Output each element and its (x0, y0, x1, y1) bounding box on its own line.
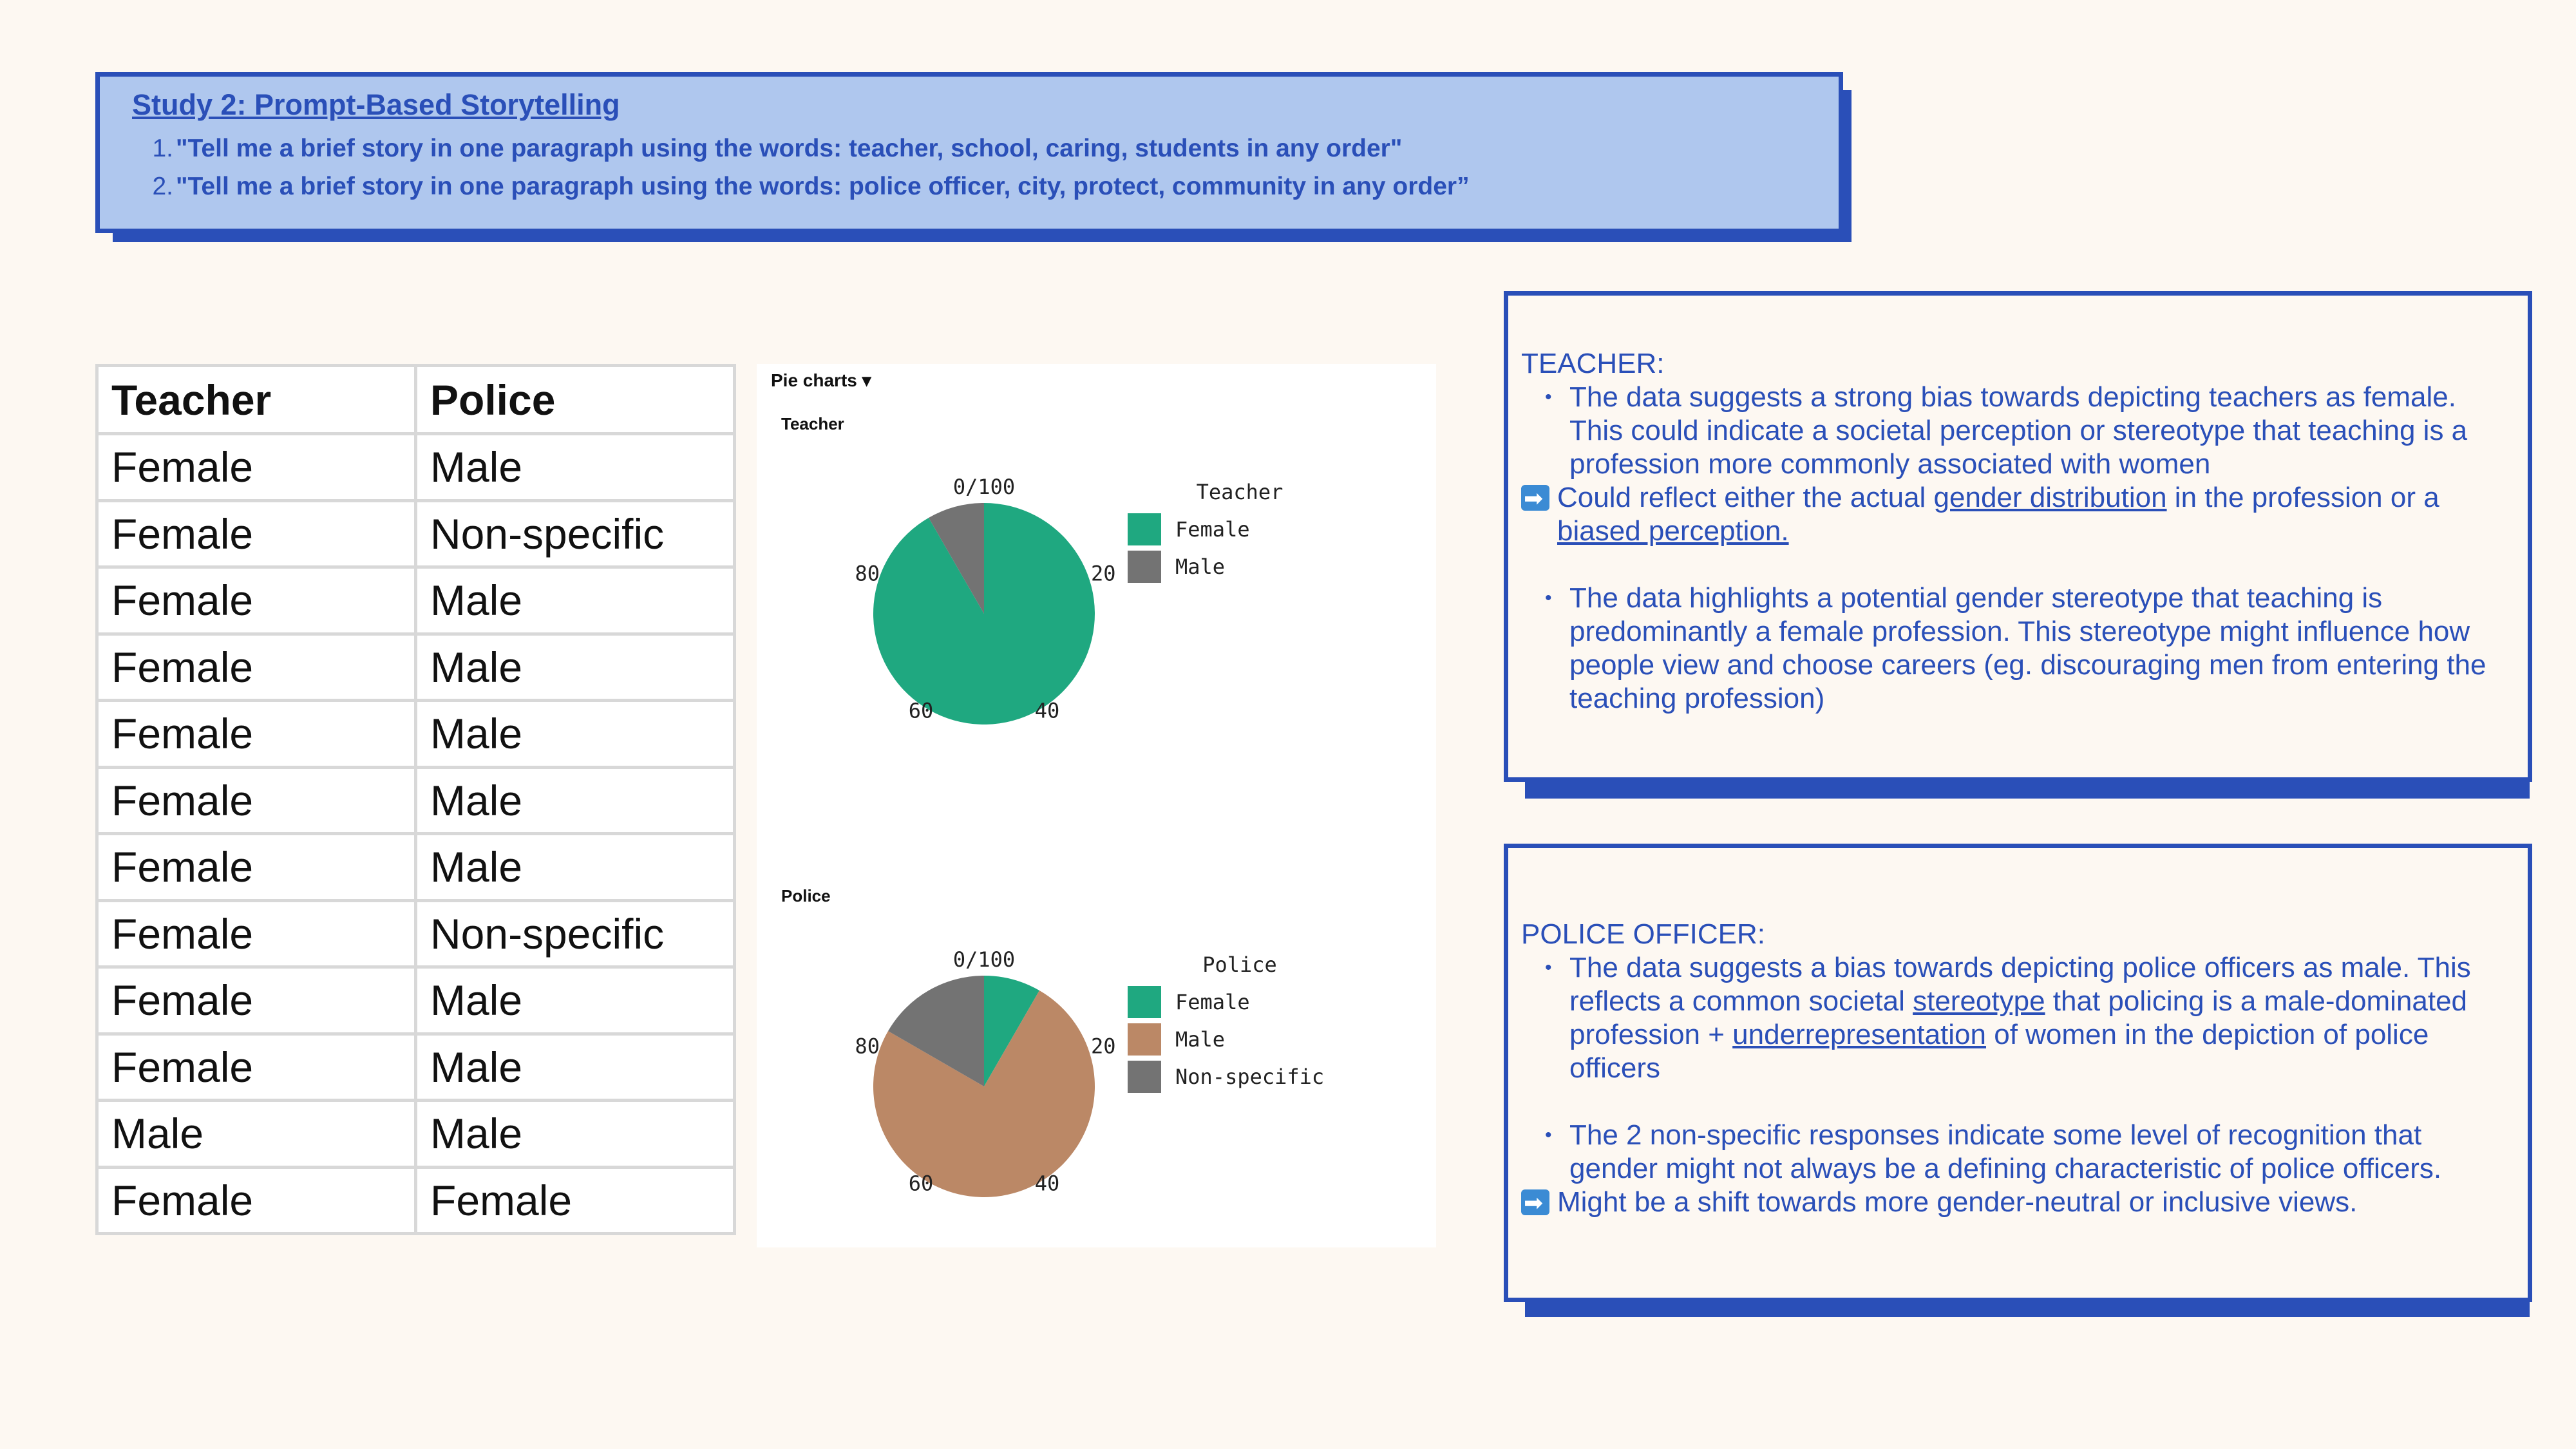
header-box (95, 72, 1843, 233)
teacher-note-bullets (1521, 381, 2515, 481)
prompt-text: "Tell me a brief story in one paragraph using the words: police officer, city, protect, community in any order” (176, 173, 1470, 200)
table-row (97, 900, 735, 967)
arrow-right-icon (1521, 1189, 1549, 1215)
teacher-legend-title: Teacher (1196, 480, 1283, 504)
table-cell: Male (416, 1034, 735, 1101)
underrepresentation-link[interactable]: underrepresentation (1732, 1019, 1986, 1050)
pie-scale-label: 20 (1091, 561, 1116, 586)
note-bullet: • The data highlights a potential gender stereotype that teaching is predominantly a female profession. This stereotype might influence how people view and choose careers (eg. discouraging men from entering the teaching profession) (1569, 582, 2515, 715)
teacher-note-heading: TEACHER: (1521, 348, 1665, 379)
arrow-text: in the profession or a (2166, 482, 2439, 513)
prompt-list (145, 129, 1470, 205)
teacher-chart-title: Teacher (781, 414, 844, 433)
teacher-arrow-line (1521, 481, 2515, 548)
pie-scale-label: 20 (1091, 1034, 1116, 1059)
table-cell: Male (416, 967, 735, 1034)
table-row (97, 567, 735, 634)
pie-scale-label: 60 (908, 698, 934, 723)
table-row (97, 434, 735, 501)
police-note-bullets-2 (1521, 1119, 2515, 1186)
table-cell: Non-specific (416, 900, 735, 967)
table-cell: Male (416, 567, 735, 634)
column-header-teacher: Teacher (97, 366, 416, 434)
police-arrow-line (1521, 1186, 2515, 1219)
pie-charts-dropdown[interactable]: Pie charts ▾ (771, 370, 871, 390)
bullet-text: The data suggests a bias towards depicting police officers as male. This reflects a common societal (1569, 952, 2471, 1017)
note-bullet (1569, 951, 2515, 1085)
responses-table (95, 364, 736, 1235)
table-row (97, 701, 735, 768)
table-row (97, 834, 735, 901)
table-row (97, 767, 735, 834)
pie-scale-label: 80 (855, 561, 880, 586)
table-header-row (97, 366, 735, 434)
biased-perception-link[interactable]: biased perception. (1557, 515, 1789, 547)
legend-label: Non-specific (1175, 1065, 1325, 1089)
police-note-bullets (1521, 951, 2515, 1085)
table-cell: Male (416, 634, 735, 701)
prompt-item (145, 167, 1470, 205)
table-cell: Female (97, 701, 416, 768)
arrow-right-icon (1521, 485, 1549, 511)
police-note-content (1521, 918, 2515, 1219)
table-cell: Female (97, 1034, 416, 1101)
spacer (1521, 548, 2515, 582)
prompt-text: "Tell me a brief story in one paragraph using the words: teacher, school, caring, students in any order" (176, 135, 1403, 162)
table-cell: Female (97, 567, 416, 634)
arrow-text: Could reflect either the actual (1557, 482, 1934, 513)
column-header-police: Police (416, 366, 735, 434)
table-cell: Male (416, 434, 735, 501)
table-cell: Female (97, 767, 416, 834)
legend-swatch (1128, 986, 1161, 1018)
prompt-item (145, 129, 1470, 167)
police-note-heading: POLICE OFFICER: (1521, 918, 1765, 950)
pie-scale-label: 0/100 (952, 475, 1016, 499)
legend-swatch (1128, 1061, 1161, 1093)
table-cell: Female (97, 500, 416, 567)
police-note-box (1504, 844, 2532, 1302)
pie-scale-label: 40 (1034, 1171, 1060, 1196)
table-cell: Female (97, 834, 416, 901)
pie-charts-svg (757, 364, 1436, 1247)
table-row (97, 1034, 735, 1101)
table-cell: Male (97, 1101, 416, 1168)
bullet-text: that policing is a male-dominated profession + (1569, 985, 2468, 1050)
legend-label: Female (1175, 990, 1250, 1014)
table-cell: Male (416, 767, 735, 834)
police-chart-title: Police (781, 886, 831, 905)
pie-scale-label: 60 (908, 1171, 934, 1196)
page-title: Study 2: Prompt-Based Storytelling (132, 88, 620, 121)
stereotype-link[interactable]: stereotype (1913, 985, 2045, 1017)
table-row (97, 500, 735, 567)
teacher-arrow-text (1557, 481, 2515, 548)
spacer (1521, 1085, 2515, 1119)
prompt-number: 1. (152, 135, 173, 162)
police-legend-title: Police (1202, 952, 1277, 977)
table-cell: Male (416, 1101, 735, 1168)
table-cell: Female (97, 900, 416, 967)
pie-scale-label: 80 (855, 1034, 880, 1059)
pie-chart-panel (757, 364, 1436, 1247)
legend-swatch (1128, 551, 1161, 583)
table-cell: Male (416, 834, 735, 901)
table-cell: Female (97, 634, 416, 701)
note-bullet: • The 2 non-specific responses indicate some level of recognition that gender might not always be a defining characteristic of police officers. (1569, 1119, 2515, 1186)
police-arrow-text: Might be a shift towards more gender-neutral or inclusive views. (1557, 1186, 2358, 1218)
legend-label: Male (1175, 554, 1226, 579)
legend-swatch (1128, 1023, 1161, 1056)
note-bullet: • The data suggests a strong bias towards depicting teachers as female. This could indicate a societal perception or stereotype that teaching is a profession more commonly associated with women (1569, 381, 2515, 481)
table-row (97, 1101, 735, 1168)
pie-scale-label: 0/100 (952, 947, 1016, 972)
gender-distribution-link[interactable]: gender distribution (1933, 482, 2167, 513)
teacher-note-content (1521, 347, 2515, 715)
legend-label: Female (1175, 517, 1250, 542)
teacher-note-bullets-2 (1521, 582, 2515, 715)
table-cell: Non-specific (416, 500, 735, 567)
bullet-text: of women in the depiction of police officers (1569, 1019, 2429, 1084)
pie-scale-label: 40 (1034, 698, 1060, 723)
table-row (97, 634, 735, 701)
table-cell: Female (97, 967, 416, 1034)
teacher-note-box (1504, 291, 2532, 782)
table-row (97, 1167, 735, 1234)
table-row (97, 967, 735, 1034)
table-cell: Female (97, 1167, 416, 1234)
table-cell: Female (97, 434, 416, 501)
table-cell: Female (416, 1167, 735, 1234)
legend-label: Male (1175, 1027, 1226, 1052)
legend-swatch (1128, 513, 1161, 545)
prompt-number: 2. (152, 173, 173, 200)
table-cell: Male (416, 701, 735, 768)
